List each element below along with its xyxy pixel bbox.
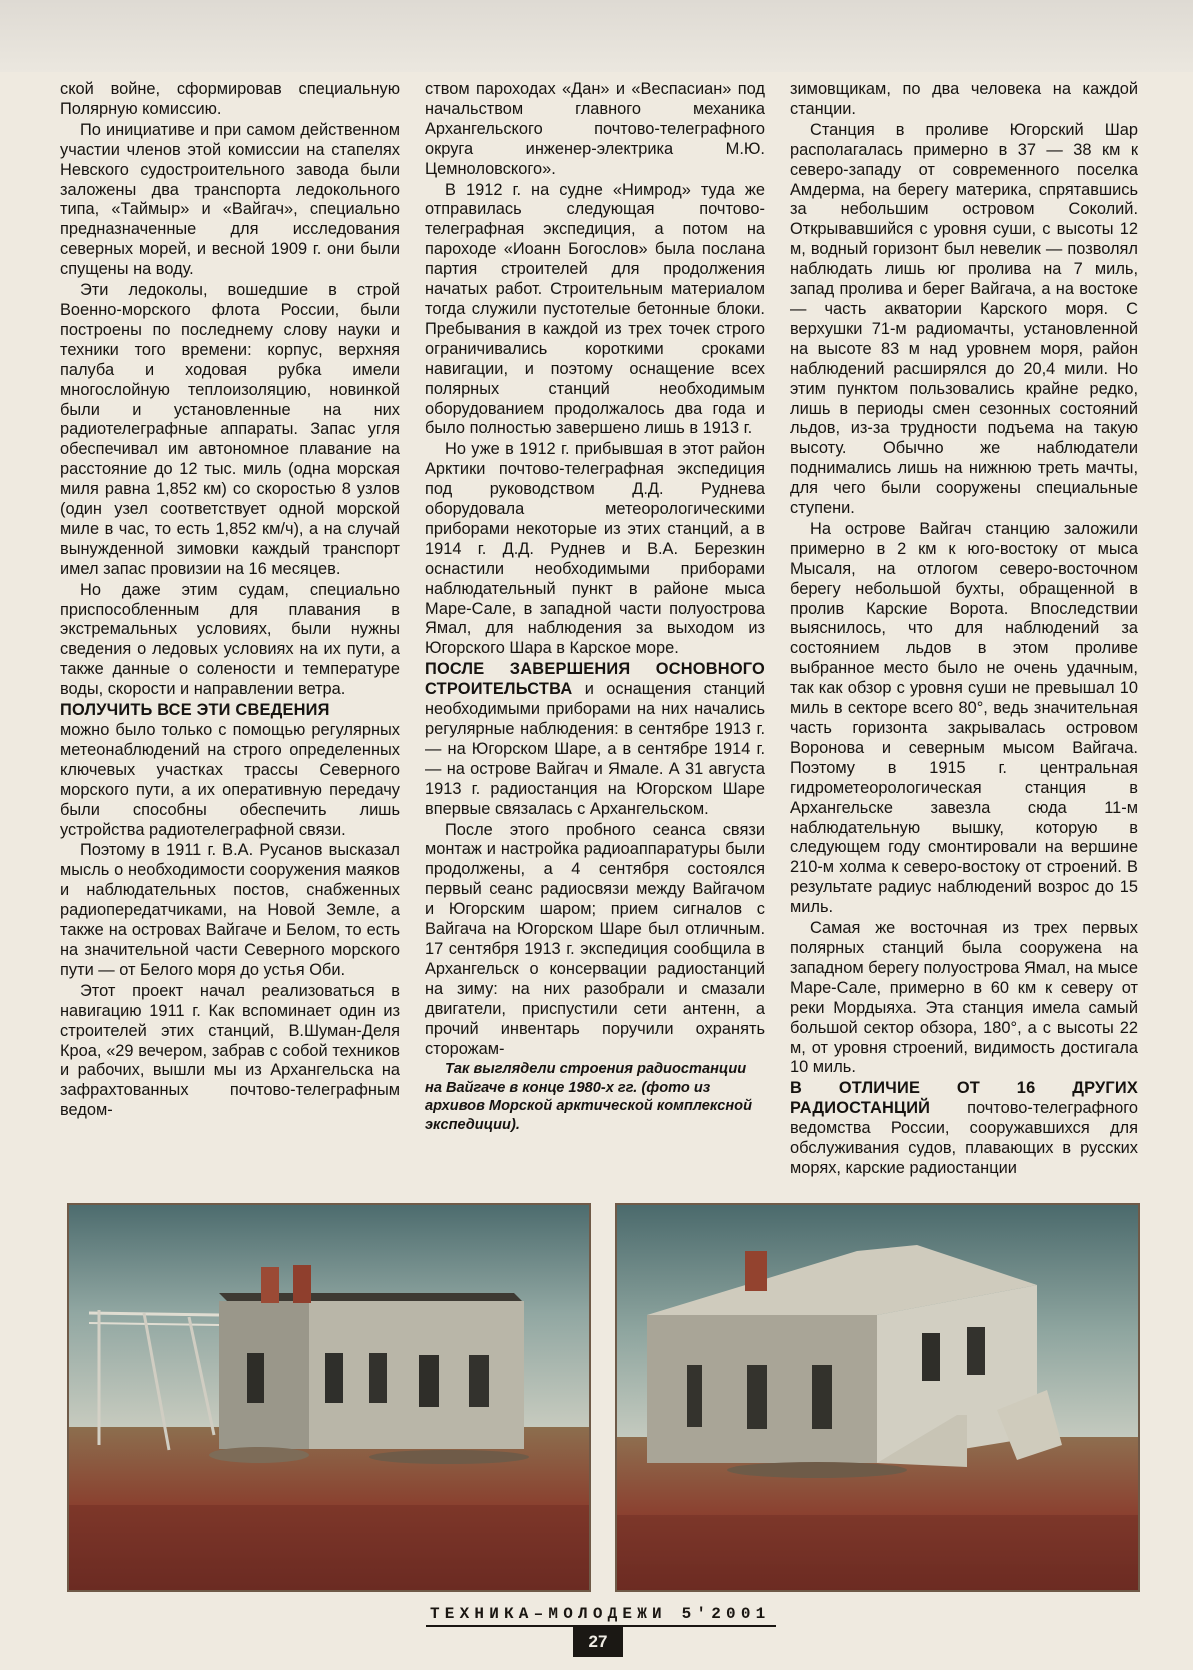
paragraph: По инициативе и при самом действенном участии членов этой комиссии на стапелях Невского судостроительного завода были заложены два транспорта ледокольного типа, «Таймыр» и «Вайгач», специально предназначенные для исследования северных морей, и весной 1909 г. они были спущены на воду. xyxy=(60,120,400,279)
section-text: и оснащения станций необходимыми приборами на них начались регулярные наблюдения: в сентябре 1913 г. — на Югорском Шаре, а в сентябре 1914 г. — на острове Вайгач и Ямале. А 31 августа 1913 г. радиостанция на Югорском Шаре впервые связалась с Архангельском. xyxy=(425,680,765,818)
photo-station-building-2 xyxy=(615,1203,1140,1592)
paragraph: На острове Вайгач станцию заложили примерно в 2 км к юго-востоку от мыса Мысаля, на отлогом северо-восточном берегу небольшой бухты, обращенной в пролив Карские Ворота. Впоследствии выяснилось, что для наблюдений за состоянием льдов в этом проливе выбранное место было не очень удачным, так как обзор с уровня суши не превышал 10 миль в секторе всего 80°, ведь значительная часть горизонта закрывалась островом Воронова и северным мысом Вайгача. Поэтому в 1915 г. центральная гидрометеорологическая станция в Архангельске завезла сюда 11-м наблюдательную вышку, которую в следующем году смонтировали на вершине 210-м холма к северо-востоку от строений. В результате радиус наблюдений возрос до 15 миль. xyxy=(790,519,1138,917)
photo-caption: Так выглядели строения радиостанции на Вайгаче в конце 1980-х гг. (фото из архивов Морской арктической комплексной экспедиции). xyxy=(425,1061,753,1133)
column-3 xyxy=(790,80,1138,1179)
section-heading: В ОТЛИЧИЕ ОТ 16 ДРУГИХ РАДИОСТАНЦИЙ xyxy=(790,1079,1138,1118)
paragraph: Но даже этим судам, специально приспособленным для плавания в экстремальных условиях, были нужны сведения о ледовых условиях на их пути, а также данные о солености и температуре воды, скорости и направлении ветра. xyxy=(60,580,400,699)
paragraph: Самая же восточная из трех первых полярных станций была сооружена на западном берегу полуострова Ямал, на мысе Маре-Сале, примерно в 60 км к северу от реки Мордыяха. Эта станция имела самый большой сектор обзора, 180°, а с высоты 22 м, от уровня строений, видимость достигала 10 миль. xyxy=(790,919,1138,1077)
building-photo-illustration xyxy=(69,1205,589,1590)
photo-station-building-1 xyxy=(67,1203,591,1592)
paragraph: Станция в проливе Югорский Шар располагалась примерно в 37 — 38 км к северо-западу от современного поселка Амдерма, на берегу материка, спрятавшись за небольшим островом Соколий. Открывавшийся с уровня суши, с высоты 12 м, водный горизонт был невелик — позволял наблюдать лишь юг пролива на 7 миль, запад пролива и берег Вайгача, а на востоке — часть акватории Карского моря. С верхушки 71-м радиомачты, установленной на высоте 83 м над уровнем моря, район наблюдений расширялся до 20,4 мили. Но этим пунктом пользовались крайне редко, лишь в периоды смен сезонных состояний льдов, из-за трудности подъема на такую высоту. Обычно же наблюдатели поднимались лишь на нижнюю треть мачты, для чего были сооружены специальные ступени. xyxy=(790,120,1138,518)
building-photo-illustration xyxy=(617,1205,1138,1590)
paragraph: ством пароходах «Дан» и «Веспасиан» под начальством главного механика Архангельского почтово-телеграфного округа инженер-электрика М.Ю. Цемноловского». xyxy=(425,80,765,178)
paragraph: ской войне, сформировав специальную Полярную комиссию. xyxy=(60,80,400,118)
column-2 xyxy=(425,80,765,1134)
magazine-title: ТЕХНИКА–МОЛОДЕЖИ 5'2001 xyxy=(430,1605,771,1623)
section-paragraph xyxy=(425,660,765,819)
paragraph: Эти ледоколы, вошедшие в строй Военно-морского флота России, были построены по последнему слову науки и техники того времени: корпус, верхняя палуба и ходовая рубка имели многослойную теплоизоляцию, новинкой были и установленные на них радиотелеграфные аппараты. Запас угля обеспечивал им автономное плавание на расстояние до 12 тыс. миль (одна морская миля равна 1,852 км) со скоростью 8 узлов (один узел соответствует одной морской миле в час, то есть 1,852 км/ч), а на случай вынужденной зимовки каждый транспорт имел запас провизии на 16 месяцев. xyxy=(60,281,400,578)
section-paragraph xyxy=(790,1079,1138,1179)
paragraph: После этого пробного сеанса связи монтаж и настройка радиоаппаратуры были продолжены, а 4 сентября состоялся первый сеанс радиосвязи между Вайгачом и Югорским шаром; прием сигналов с Вайгача на Югорском Шаре был отличным. 17 сентября 1913 г. экспедиция сообщила в Архангельск о консервации радиостанций на зиму: на них разобрали и смазали двигатели, приспустили сети антенн, а прочий инвентарь поручили охранять сторожам- xyxy=(425,820,765,1058)
paragraph: зимовщикам, по два человека на каждой станции. xyxy=(790,80,1138,118)
show-through-header xyxy=(0,0,1193,72)
section-text: почтово-телеграфного ведомства России, сооружавшихся для обслуживания судов, плавающих в русских морях, карские радиостанции xyxy=(790,1099,1138,1177)
paragraph: Этот проект начал реализоваться в навигацию 1911 г. Как вспоминает один из строителей этих станций, В.Шуман-Деля Кроа, «29 вечером, забрав с собой техников и рабочих, вышли мы из Архангельска на зафрахтованных почтово-телеграфным ведом- xyxy=(60,981,400,1120)
section-heading: ПОСЛЕ ЗАВЕРШЕНИЯ ОСНОВНОГО СТРОИТЕЛЬСТВА xyxy=(425,660,765,699)
section-text: можно было только с помощью регулярных метеонаблюдений на строго определенных ключевых участках трассы Северного морского пути, а их оперативную передачу были способны обеспечить лишь устройства радиотелеграфной связи. xyxy=(60,721,400,839)
paragraph: В 1912 г. на судне «Нимрод» туда же отправилась следующая почтово-телеграфная экспедиция, а потом на пароходе «Иоанн Богослов» была послана партия строителей для продолжения начатых работ. Строительным материалом тогда служили пустотелые бетонные блоки. Пребывания в каждой из трех точек строго ограничивались короткими сроками навигации, и поэтому оснащение всех полярных станций необходимым оборудованием продолжалось два года и было полностью завершено лишь в 1913 г. xyxy=(425,180,765,438)
page-number: 27 xyxy=(573,1627,623,1657)
column-1 xyxy=(60,80,400,1121)
paragraph: Но уже в 1912 г. прибывшая в этот район Арктики почтово-телеграфная экспедиция под руководством Д.Д. Руднева оборудовала метеорологическими приборами некоторые из этих станций, а в 1914 г. Д.Д. Руднев и В.А. Березкин оснастили необходимыми приборами наблюдательный пункт в районе мыса Маре-Сале, в западной части полуострова Ямал, для наблюдения за выходом из Югорского Шара в Карское море. xyxy=(425,440,765,658)
section-heading: ПОЛУЧИТЬ ВСЕ ЭТИ СВЕДЕНИЯ xyxy=(60,701,330,720)
paragraph: Поэтому в 1911 г. В.А. Русанов высказал мысль о необходимости сооружения маяков и наблюдательных постов, снабженных радиопередатчиками, на Новой Земле, а также на островах Вайгаче и Белом, то есть на значительной части Северного морского пути — от Белого моря до устья Оби. xyxy=(60,841,400,979)
section-paragraph xyxy=(60,701,400,840)
